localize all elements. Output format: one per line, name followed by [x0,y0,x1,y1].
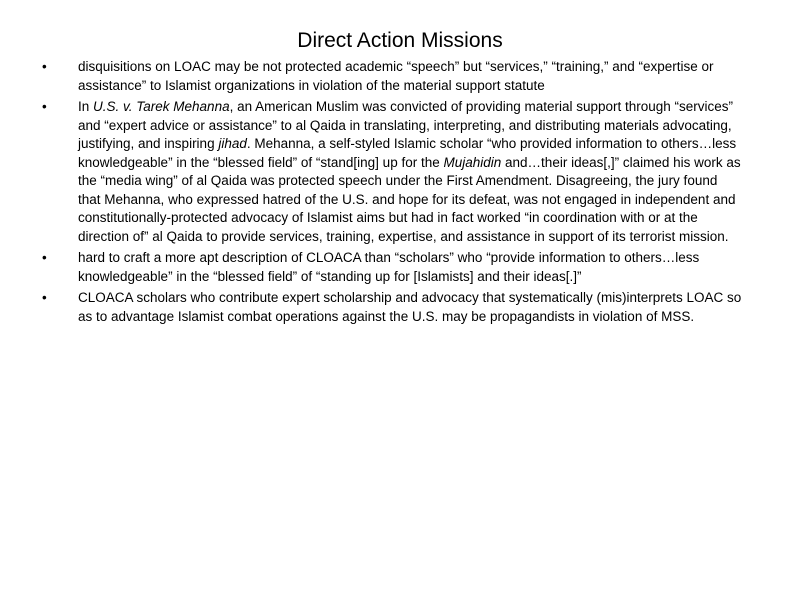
bullet-item [42,58,742,95]
slide-title: Direct Action Missions [297,29,503,52]
bullet-text [78,58,742,95]
bullet-text [78,98,742,246]
bullet-marker: • [42,250,47,265]
italic-text-segment: Mujahidin [443,154,502,170]
bullet-marker: • [42,59,47,74]
text-segment: CLOACA scholars who contribute expert scholarship and advocacy that systematically (mis)interprets LOAC so as to advantage Islamist combat operations against the U.S. may be propagandists in violation of MSS. [78,290,742,324]
bullet-item [42,98,742,246]
italic-text-segment: U.S. v. Tarek Mehanna [93,99,230,114]
text-segment: In [78,99,94,114]
bullet-marker: • [42,99,47,114]
bullet-list [42,58,742,329]
text-segment: disquisitions on LOAC may be not protected academic “speech” but “services,” “training,” and “expertise or assistance” to Islamist organizations in violation of the material support statute [78,59,714,93]
bullet-text [78,289,742,326]
bullet-text [78,249,742,286]
text-segment: , an American Muslim was convicted of providing material support through “services” and “expert advice or assistance” to al Qaida in translating, interpreting, and distributing materials advocating, justifying, and inspiring [78,99,734,151]
bullet-item [42,249,742,286]
text-segment: hard to craft a more apt description of CLOACA than “scholars” who “provide information to others…less knowledgeable” in the “blessed field” of “standing up for [Islamists] and their ideas[.]” [78,250,700,284]
bullet-item [42,289,742,326]
text-segment: . Mehanna, a self-styled Islamic scholar “who provided information to others…less knowledgeable” in the “blessed field” of “stand[ing] up for the [78,136,737,170]
text-segment: and…their ideas[,]” claimed his work as the “media wing” of al Qaida was protected speech under the First Amendment. Disagreeing, the jury found that Mehanna, who expressed hatred of the U.S. and hope for its defeat, was not engaged in independent and constitutionally-protected advocacy of Islamist aims but had in fact worked “in coordination with or at the direction of” al Qaida to provide services, training, expertise, and assistance in support of its terrorist mission. [78,154,741,244]
bullet-marker: • [42,290,47,305]
italic-text-segment: jihad [218,136,247,151]
